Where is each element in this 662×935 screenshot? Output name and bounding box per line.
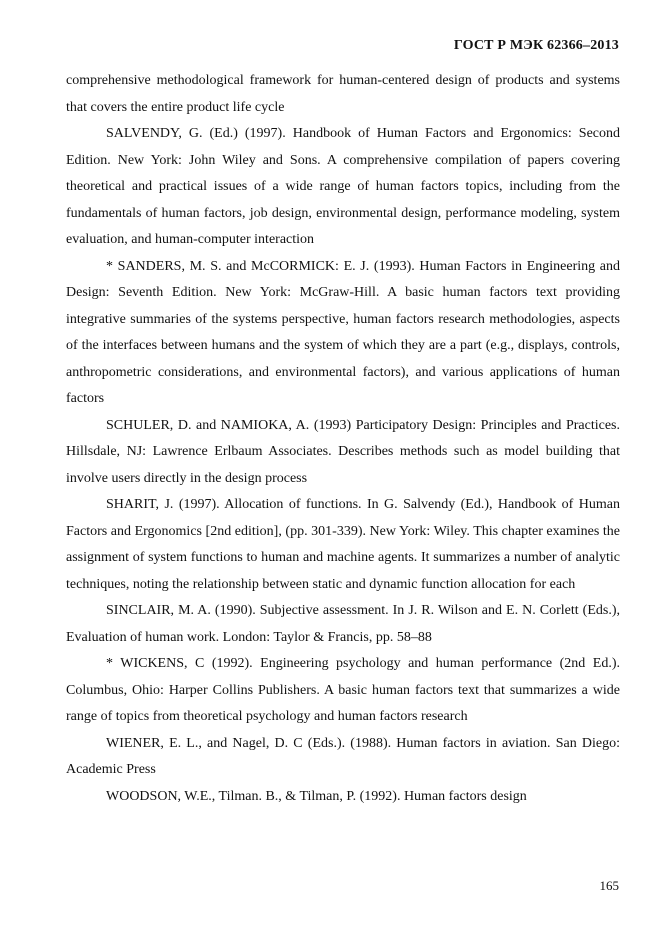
bibliography-list [66,68,620,810]
reference-entry-continued: comprehensive methodological framework for human-centered design of products and systems that covers the entire product life cycle [66,73,620,115]
reference-entry-schuler: SCHULER, D. and NAMIOKA, A. (1993) Participatory Design: Principles and Practices. Hillsdale, NJ: Lawrence Erlbaum Associates. Describes methods such as model building that involve users directly in the design process [66,417,620,486]
document-header: ГОСТ Р МЭК 62366–2013 [453,38,619,53]
reference-entry-salvendy: SALVENDY, G. (Ed.) (1997). Handbook of Human Factors and Ergonomics: Second Edition. New York: John Wiley and Sons. A comprehensive compilation of papers covering theoretical and practical issues of a wide range of human factors topics, including from the fundamentals of human factors, job design, environmental design, performance modeling, system evaluation, and human-computer interaction [66,126,620,247]
reference-entry-sharit: SHARIT, J. (1997). Allocation of functions. In G. Salvendy (Ed.), Handbook of Human Factors and Ergonomics [2nd edition], (pp. 301-339). New York: Wiley. This chapter examines the assignment of system functions to human and machine agents. It summarizes a number of analytic techniques, noting the relationship between static and dynamic function allocation for each [66,497,620,592]
reference-entry-wickens: * WICKENS, C (1992). Engineering psychology and human performance (2nd Ed.). Columbus, Ohio: Harper Collins Publishers. A basic human factors text that summarizes a wide range of topics from theoretical psychology and human factors research [66,656,620,724]
reference-entry-sanders: * SANDERS, M. S. and McCORMICK: E. J. (1993). Human Factors in Engineering and Design: Seventh Edition. New York: McGraw-Hill. A basic human factors text providing integrative summaries of the systems perspective, human factors research methodologies, aspects of the interfaces between humans and the system of which they are a part (e.g., displays, controls, anthropometric considerations, and environmental factors), and various applications of human factors [66,258,620,406]
reference-entry-wiener: WIENER, E. L., and Nagel, D. C (Eds.). (1988). Human factors in aviation. San Diego: Academic Press [66,735,620,777]
reference-entry-sinclair: SINCLAIR, M. A. (1990). Subjective assessment. In J. R. Wilson and E. N. Corlett (Eds.), Evaluation of human work. London: Taylor & Francis, pp. 58–88 [66,603,620,645]
page-number: 165 [599,878,619,893]
reference-entry-woodson: WOODSON, W.E., Tilman. B., & Tilman, P. (1992). Human factors design [106,788,527,804]
